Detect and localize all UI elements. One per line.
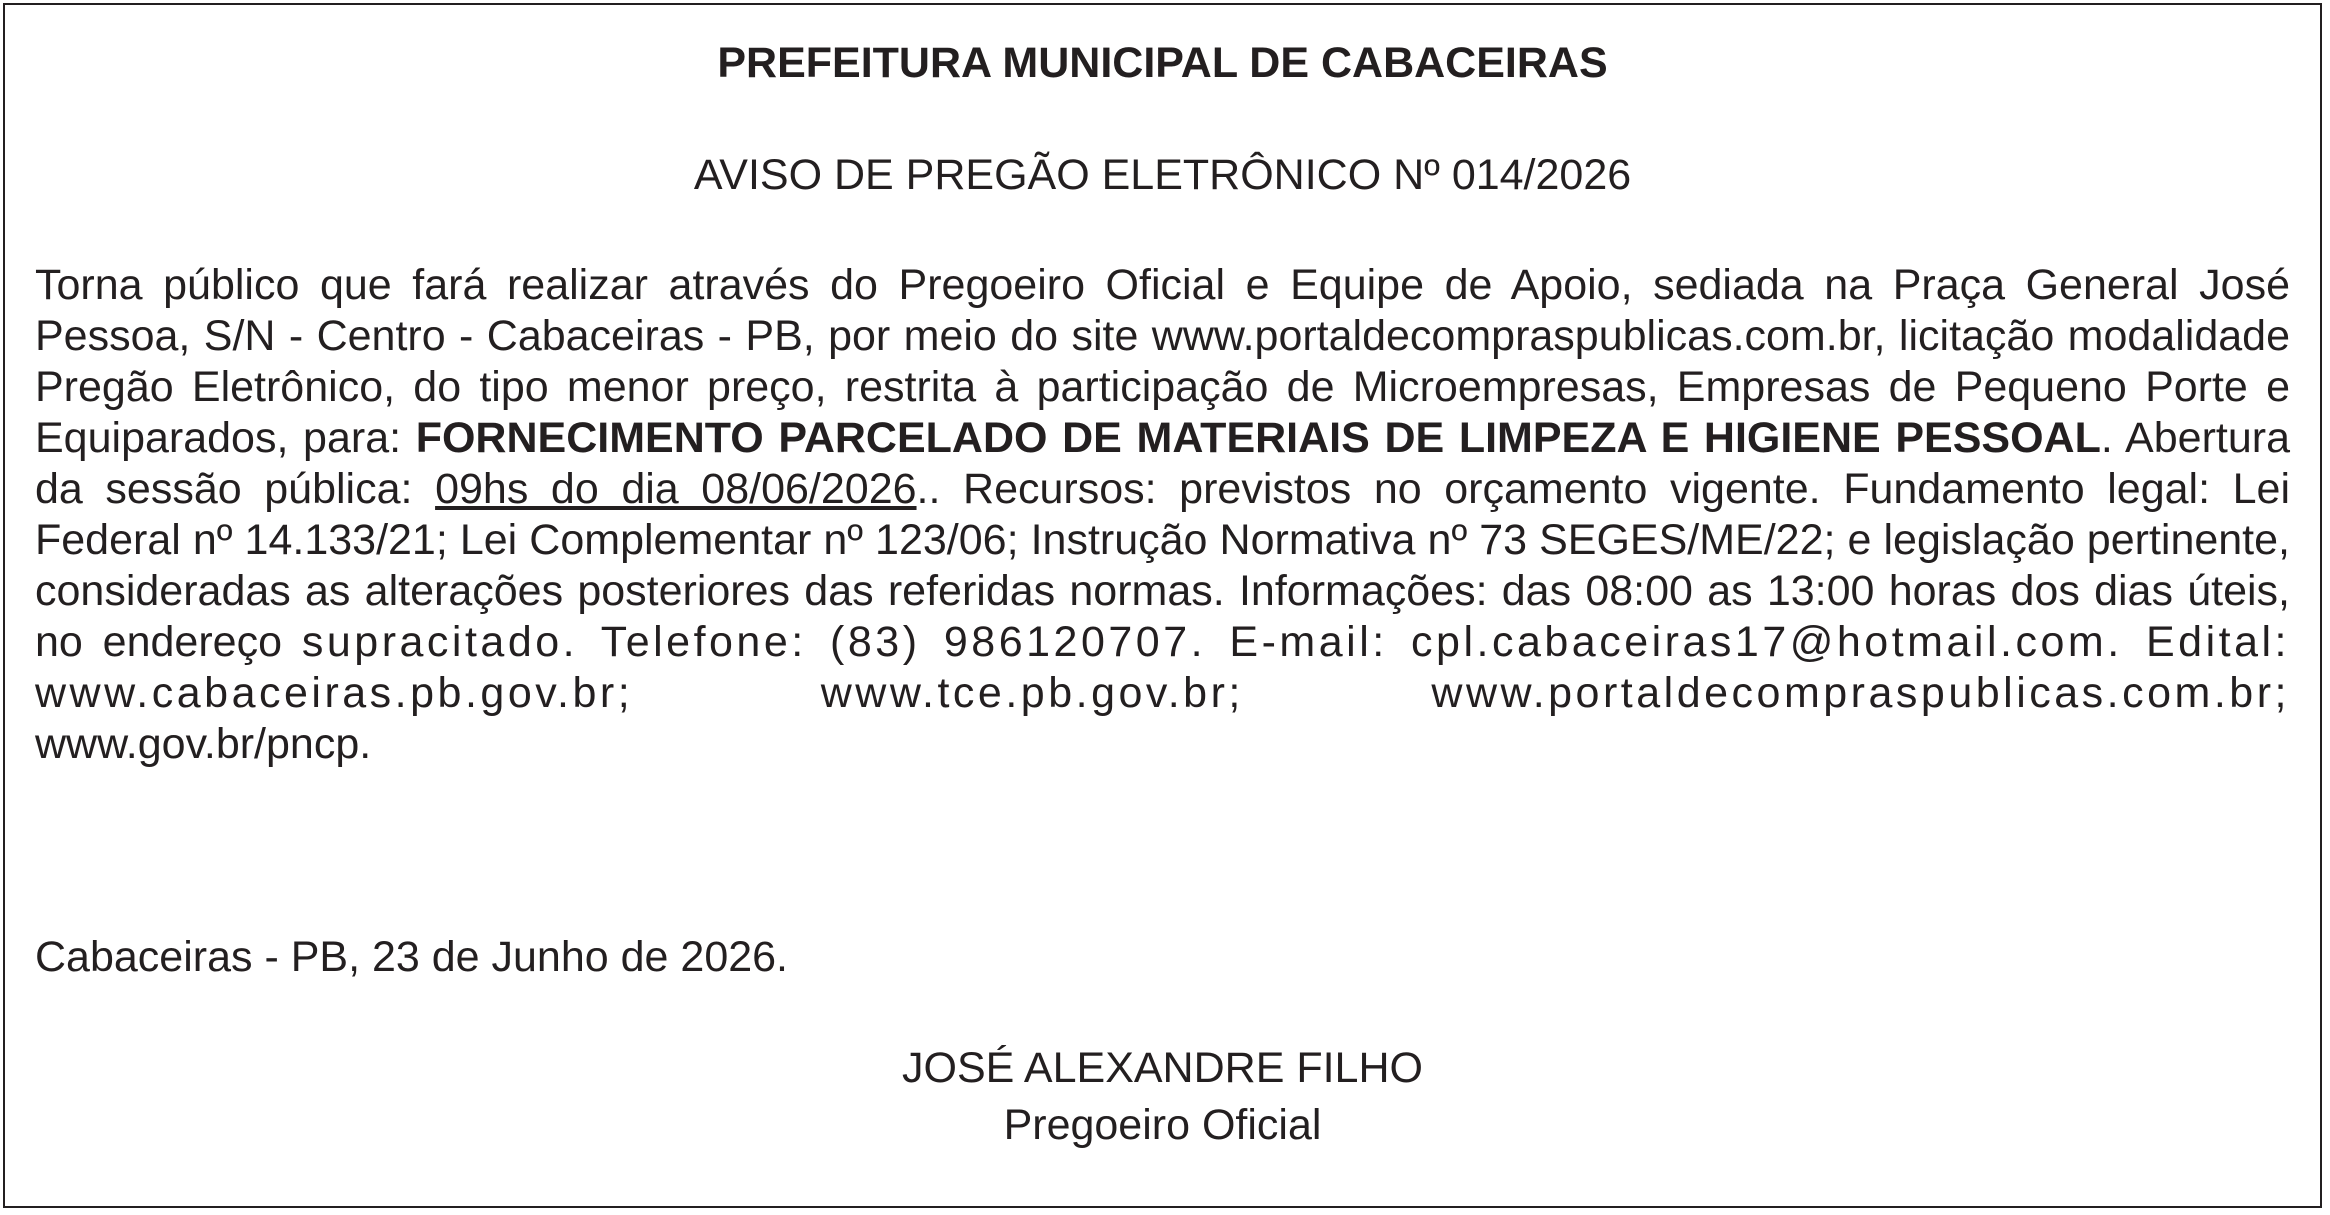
notice-title: PREFEITURA MUNICIPAL DE CABACEIRAS [717, 39, 1608, 87]
opening-label: . Abertura da sessão pública: [35, 414, 2290, 513]
notice-intro: Torna público que fará realizar através do Pregoeiro Oficial e Equipe de Apoio, sediada na Praça General José Pessoa, S/N - Centro - Cabaceiras - PB, por meio do site www.portaldecompraspublicas.com.br, licitação modalidade Pregão Eletrônico, do tipo menor preço, restrita à participação de Microempresas, Empresas de Pequeno Porte e Equiparados, para: [35, 261, 2290, 462]
signer-role: Pregoeiro Oficial [1003, 1101, 1322, 1149]
notice-frame [3, 3, 2322, 1208]
notice-details: .. Recursos: previstos no orçamento vigente. Fundamento legal: Lei Federal nº 14.133/21; Lei Complementar nº 123/06; Instrução Normativa nº 73 SEGES/ME/22; e legislação pertinente, consideradas as alterações posteriores das referidas normas. Informações: das 08:00 as 13:00 horas dos dias úteis, no endereço [35, 465, 2291, 666]
notice-object: FORNECIMENTO PARCELADO DE MATERIAIS DE LIMPEZA E HIGIENE PESSOAL [415, 414, 2101, 462]
place-date: Cabaceiras - PB, 23 de Junho de 2026. [35, 933, 789, 981]
notice-last-site: www.gov.br/pncp. [35, 720, 372, 768]
signer-name: JOSÉ ALEXANDRE FILHO [902, 1044, 1423, 1092]
notice-subtitle: AVISO DE PREGÃO ELETRÔNICO Nº 014/2026 [693, 151, 1632, 199]
opening-datetime: 09hs do dia 08/06/2026 [435, 465, 917, 513]
notice-contact: supracitado. Telefone: (83) 986120707. E-mail: cpl.cabaceiras17@hotmail.com. Edital: www.cabaceiras.pb.gov.br; www.tce.pb.gov.br; www.portaldecompraspublicas.com.br; [35, 618, 2290, 717]
notice-body [35, 260, 2290, 770]
notice-content [35, 5, 2290, 1206]
